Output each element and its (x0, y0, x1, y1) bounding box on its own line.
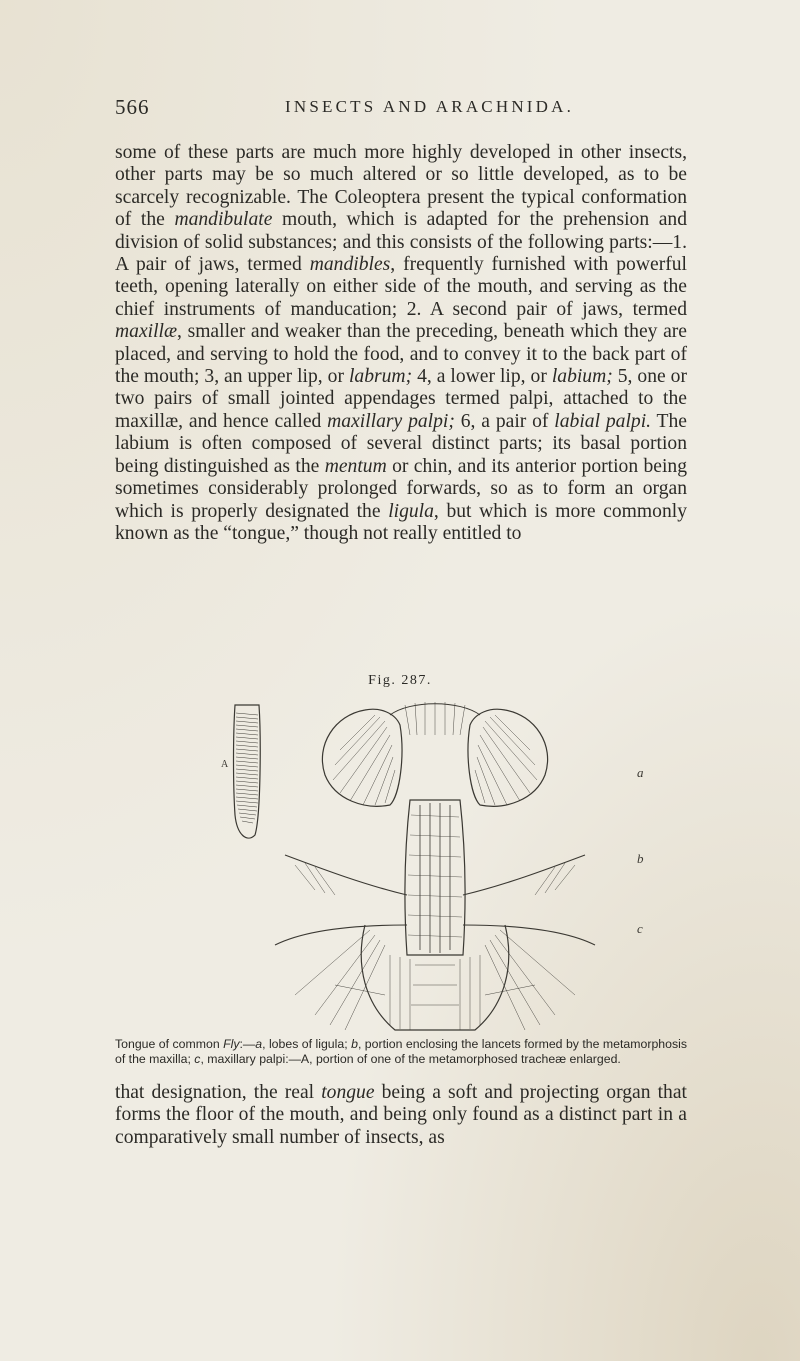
text-run: or chin, and its anterior portion being sometimes considerably prolonged forwards, so as to form an organ which is properly designated the (115, 455, 688, 522)
letter-b: b (637, 851, 644, 866)
page-header (115, 95, 685, 125)
text-run: , but which is more commonly known as the “tongue,” though not really entitled to (115, 500, 687, 544)
italic-term: labial palpi. (554, 410, 652, 432)
italic-term: a (255, 1037, 263, 1051)
italic-term: b (351, 1037, 358, 1051)
letter-a: a (637, 765, 644, 780)
italic-term: tongue (321, 1082, 375, 1103)
italic-term: maxillary palpi; (327, 410, 455, 432)
maxillary-palpi (275, 855, 595, 1030)
text-run: The labium is often composed of several distinct parts; its basal portion being distinguished as the (115, 410, 687, 477)
letter-c: c (637, 921, 643, 936)
figure-label: Fig. 287. (368, 673, 432, 688)
text-run: Tongue of common (115, 1037, 224, 1051)
lancet-sheath (405, 800, 465, 955)
text-run: , lobes of ligula; (262, 1037, 352, 1051)
italic-term: labrum; (348, 366, 413, 388)
text-run: 6, a pair of (454, 410, 555, 432)
text-run: 4, a lower lip, or (412, 366, 552, 388)
italic-term: mandibulate (174, 209, 273, 231)
body-paragraph-2 (115, 1082, 687, 1149)
text-run: :— (239, 1037, 256, 1051)
italic-term: mandibles (309, 254, 391, 276)
ligula-lobes (322, 702, 547, 806)
text-run: that designation, the real (115, 1082, 322, 1103)
italic-term: ligula (388, 500, 434, 522)
trachea-inset (234, 705, 261, 838)
italic-term: c (194, 1052, 201, 1066)
running-head: INSECTS AND ARACHNIDA. (285, 97, 575, 116)
letter-A: A (221, 759, 229, 770)
text-run: , smaller and weaker than the preceding, beneath which they are placed, and serving to hold the food, and to convey it to the back part of the mouth; 3, an upper lip, or (115, 321, 687, 388)
page-number: 566 (115, 95, 150, 119)
text-run: some of these parts are much more highly developed in other insects, other parts may be so much altered or so little developed, as to be scarcely recognizable. The Coleoptera present the typical conformation of the (115, 142, 687, 231)
text-run: being a soft and projecting organ that forms the floor of the mouth, and being only found as a distinct part in a comparatively small number of insects, as (115, 1082, 687, 1148)
italic-term: maxillæ (115, 321, 178, 343)
text-run: , frequently furnished with powerful teeth, opening laterally on either side of the mouth, and serving as the chief instruments of manducation; 2. A second pair of jaws, termed (115, 254, 687, 320)
italic-term: Fly (223, 1037, 240, 1051)
fly-tongue-illustration (215, 695, 655, 1035)
text-run: , maxillary palpi:—A, portion of one of the metamorphosed tracheæ enlarged. (200, 1052, 621, 1066)
text-run: mouth, which is adapted for the prehension and division of solid substances; and this consists of the following parts:—1. A pair of jaws, termed (115, 209, 687, 276)
figure-caption (115, 1037, 687, 1067)
text-run: 5, one or two pairs of small jointed appendages termed palpi, attached to the maxillæ, and hence called (115, 366, 687, 432)
italic-term: mentum (324, 455, 387, 477)
italic-term: labium; (551, 366, 613, 388)
body-paragraph-1 (115, 142, 687, 545)
text-run: , portion enclosing the lancets formed by the metamorphosis of the maxilla; (115, 1037, 687, 1066)
